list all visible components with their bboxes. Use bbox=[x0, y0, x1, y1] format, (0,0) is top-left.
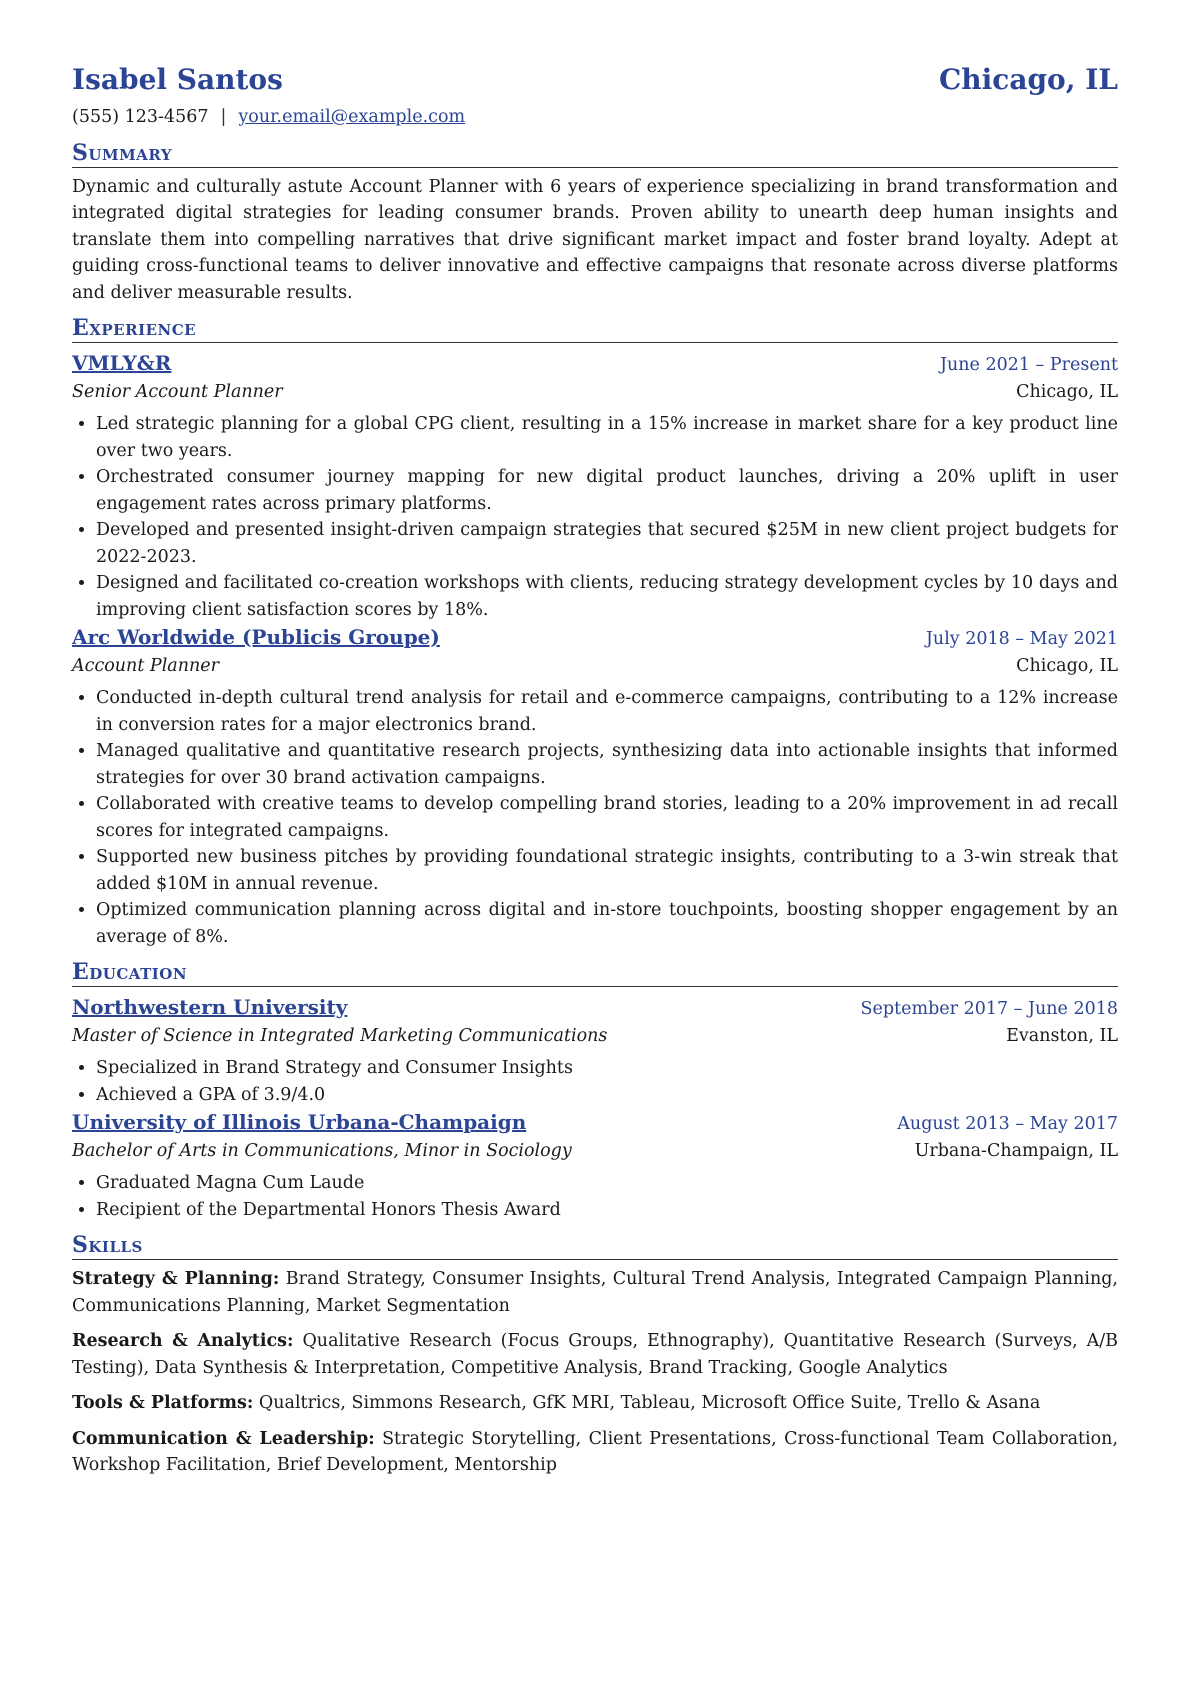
entry-header bbox=[72, 993, 1118, 1023]
section-title-education: Education bbox=[72, 958, 1118, 987]
skill-items: Brand Strategy, Consumer Insights, Cultural Trend Analysis, Integrated Campaign Planning, Communications Planning, Market Segmentation bbox=[72, 1269, 1118, 1316]
entry-header bbox=[72, 623, 1118, 653]
skill-category: Tools & Platforms: bbox=[72, 1393, 254, 1413]
skills-section bbox=[72, 1231, 1118, 1479]
list-item: • Graduated Magna Cum Laude bbox=[96, 1170, 1118, 1197]
contact-separator: | bbox=[220, 107, 227, 127]
skill-items: Strategic Storytelling, Client Presentations, Cross-functional Team Collaboration, Workshop Facilitation, Brief Development, Mentorship bbox=[72, 1428, 1119, 1475]
job-title: Account Planner bbox=[72, 655, 219, 676]
list-item: • Designed and facilitated co-creation workshops with clients, reducing strategy development cycles by 10 days and improving client satisfaction scores by 18%. bbox=[96, 570, 1118, 623]
skill-category: Strategy & Planning: bbox=[72, 1269, 280, 1289]
skill-group bbox=[72, 1328, 1118, 1381]
experience-entry bbox=[72, 349, 1118, 623]
degree-title: Master of Science in Integrated Marketing Communications bbox=[72, 1025, 608, 1046]
entry-subheader bbox=[72, 379, 1118, 406]
school-link[interactable]: Northwestern University bbox=[72, 995, 348, 1019]
job-title: Senior Account Planner bbox=[72, 381, 283, 402]
contact-line bbox=[72, 104, 1118, 131]
education-entry bbox=[72, 1108, 1118, 1223]
resume-header bbox=[72, 62, 1118, 98]
candidate-location: Chicago, IL bbox=[938, 63, 1118, 96]
list-item: • Specialized in Brand Strategy and Consumer Insights bbox=[96, 1055, 1118, 1082]
entry-dates: September 2017 – June 2018 bbox=[860, 999, 1118, 1019]
bullet-list bbox=[72, 1170, 1118, 1223]
entry-location: Evanston, IL bbox=[1006, 1025, 1118, 1046]
entry-dates: June 2021 – Present bbox=[939, 355, 1118, 375]
email-link[interactable]: your.email@example.com bbox=[238, 107, 466, 127]
section-title-summary: Summary bbox=[72, 139, 1118, 168]
skill-items: Qualitative Research (Focus Groups, Ethnography), Quantitative Research (Surveys, A/B Testing), Data Synthesis & Interpretation, Competitive Analysis, Brand Tracking, Google Analytics bbox=[72, 1331, 1118, 1378]
section-title-skills: Skills bbox=[72, 1231, 1118, 1260]
list-item: • Achieved a GPA of 3.9/4.0 bbox=[96, 1082, 1118, 1109]
phone-number: (555) 123-4567 bbox=[72, 107, 209, 127]
experience-entry bbox=[72, 623, 1118, 950]
list-item: • Collaborated with creative teams to develop compelling brand stories, leading to a 20% improvement in ad recall scores for integrated campaigns. bbox=[96, 791, 1118, 844]
entry-location: Chicago, IL bbox=[1016, 381, 1118, 402]
entry-dates: July 2018 – May 2021 bbox=[925, 629, 1118, 649]
entry-location: Urbana-Champaign, IL bbox=[914, 1140, 1118, 1161]
entry-header bbox=[72, 1108, 1118, 1138]
entry-subheader bbox=[72, 1023, 1118, 1050]
skill-group bbox=[72, 1426, 1118, 1479]
bullet-list bbox=[72, 1055, 1118, 1108]
list-item: • Developed and presented insight-driven campaign strategies that secured $25M in new client project budgets for 2022-2023. bbox=[96, 517, 1118, 570]
skill-items: Qualtrics, Simmons Research, GfK MRI, Tableau, Microsoft Office Suite, Trello & Asana bbox=[258, 1393, 1041, 1413]
experience-section bbox=[72, 314, 1118, 950]
company-link[interactable]: VMLY&R bbox=[72, 351, 172, 375]
summary-text: Dynamic and culturally astute Account Planner with 6 years of experience specializing in brand transformation and integrated digital strategies for leading consumer brands. Proven ability to unearth deep human insights and translate them into compelling narratives that drive significant market impact and foster brand loyalty. Adept at guiding cross-functional teams to deliver innovative and effective campaigns that resonate across diverse platforms and deliver measurable results. bbox=[72, 176, 1118, 303]
bullet-list bbox=[72, 685, 1118, 950]
list-item: • Optimized communication planning across digital and in-store touchpoints, boosting shopper engagement by an average of 8%. bbox=[96, 897, 1118, 950]
list-item: • Conducted in-depth cultural trend analysis for retail and e-commerce campaigns, contributing to a 12% increase in conversion rates for a major electronics brand. bbox=[96, 685, 1118, 738]
entry-subheader bbox=[72, 653, 1118, 680]
list-item: • Recipient of the Departmental Honors Thesis Award bbox=[96, 1197, 1118, 1224]
entry-subheader bbox=[72, 1138, 1118, 1165]
skill-category: Research & Analytics: bbox=[72, 1331, 294, 1351]
skill-group bbox=[72, 1390, 1118, 1417]
section-title-experience: Experience bbox=[72, 314, 1118, 343]
summary-section bbox=[72, 139, 1118, 307]
entry-dates: August 2013 – May 2017 bbox=[897, 1114, 1118, 1134]
candidate-name: Isabel Santos bbox=[72, 63, 283, 96]
list-item: • Orchestrated consumer journey mapping for new digital product launches, driving a 20% uplift in user engagement rates across primary platforms. bbox=[96, 464, 1118, 517]
bullet-list bbox=[72, 411, 1118, 623]
education-entry bbox=[72, 993, 1118, 1108]
school-link[interactable]: University of Illinois Urbana-Champaign bbox=[72, 1110, 527, 1134]
skill-group bbox=[72, 1266, 1118, 1319]
list-item: • Supported new business pitches by providing foundational strategic insights, contributing to a 3-win streak that added $10M in annual revenue. bbox=[96, 844, 1118, 897]
entry-location: Chicago, IL bbox=[1016, 655, 1118, 676]
list-item: • Managed qualitative and quantitative research projects, synthesizing data into actionable insights that informed strategies for over 30 brand activation campaigns. bbox=[96, 738, 1118, 791]
education-section bbox=[72, 958, 1118, 1223]
degree-title: Bachelor of Arts in Communications, Minor in Sociology bbox=[72, 1140, 572, 1161]
skill-category: Communication & Leadership: bbox=[72, 1428, 375, 1449]
list-item: • Led strategic planning for a global CPG client, resulting in a 15% increase in market share for a key product line over two years. bbox=[96, 411, 1118, 464]
company-link[interactable]: Arc Worldwide (Publicis Groupe) bbox=[72, 625, 440, 649]
entry-header bbox=[72, 349, 1118, 379]
